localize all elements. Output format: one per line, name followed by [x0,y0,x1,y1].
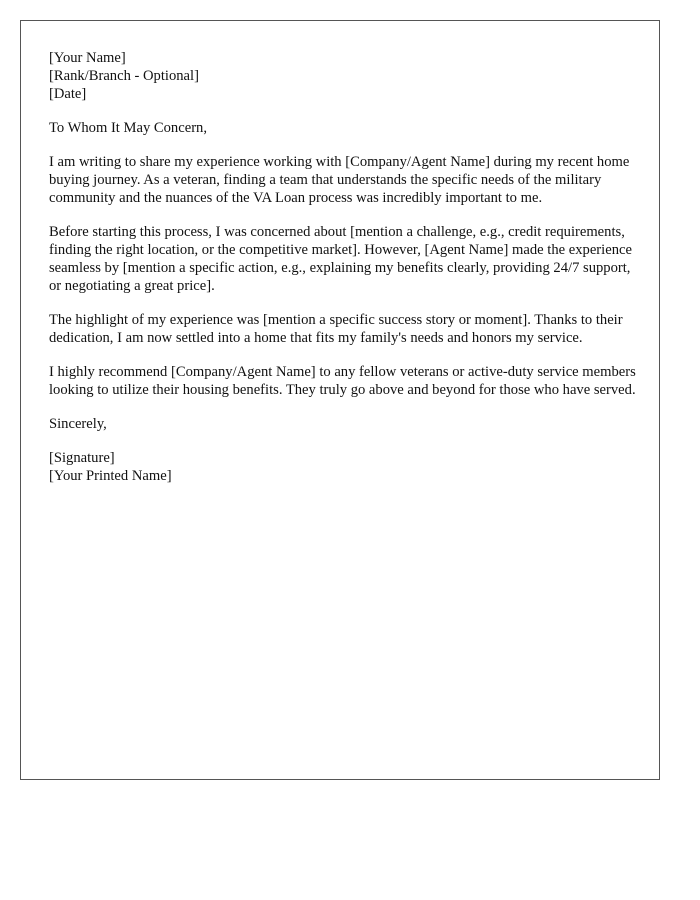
letter-date: [Date] [49,86,87,102]
letter-body [49,49,639,485]
printed-name: [Your Printed Name] [49,468,172,484]
closing: Sincerely, [49,416,107,432]
sender-header [49,49,639,103]
letter-page [20,20,660,780]
spacer [49,137,639,153]
spacer [49,433,639,449]
spacer [49,295,639,311]
salutation: To Whom It May Concern, [49,120,207,136]
signature-block [49,449,639,485]
paragraph-recommendation: I highly recommend [Company/Agent Name] to any fellow veterans or active-duty service members looking to utilize their housing benefits. They truly go above and beyond for those who have served. [49,364,636,398]
spacer [49,399,639,415]
spacer [49,347,639,363]
spacer [49,207,639,223]
paragraph-intro: I am writing to share my experience working with [Company/Agent Name] during my recent home buying journey. As a veteran, finding a team that understands the specific needs of the military community and the nuances of the VA Loan process was incredibly important to me. [49,154,630,206]
sender-name: [Your Name] [49,50,126,66]
paragraph-highlight: The highlight of my experience was [mention a specific success story or moment]. Thanks to their dedication, I am now settled into a home that fits my family's needs and honors my service. [49,312,623,346]
sender-rank: [Rank/Branch - Optional] [49,68,199,84]
spacer [49,103,639,119]
paragraph-challenge: Before starting this process, I was concerned about [mention a challenge, e.g., credit requirements, finding the right location, or the competitive market]. However, [Agent Name] made the experience seamless by [mention a specific action, e.g., explaining my benefits clearly, providing 24/7 support, or negotiating a great price]. [49,224,632,294]
signature-line: [Signature] [49,450,115,466]
